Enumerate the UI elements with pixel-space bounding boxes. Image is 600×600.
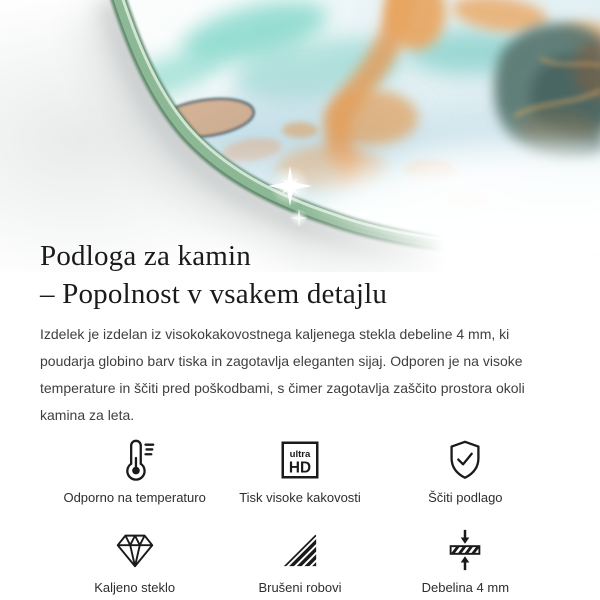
content-section	[0, 237, 600, 595]
feature-label: Tisk visoke kakovosti	[239, 490, 361, 505]
title-line-1: Podloga za kamin	[40, 240, 251, 272]
feature-label: Brušeni robovi	[258, 580, 342, 595]
bevel-stripes-icon	[277, 527, 323, 573]
hero-section	[0, 0, 600, 235]
feature-protection	[383, 437, 548, 505]
page-title	[40, 237, 560, 313]
diamond-icon	[112, 527, 158, 573]
feature-label: Kaljeno steklo	[94, 580, 176, 595]
feature-label: Odporno na temperaturo	[63, 490, 206, 505]
ultra-text: ultra	[289, 449, 311, 461]
feature-label: Debelina 4 mm	[421, 580, 510, 595]
thickness-icon	[442, 527, 488, 573]
feature-print-quality	[217, 437, 382, 505]
product-image	[0, 0, 600, 272]
feature-thickness	[383, 527, 548, 595]
title-line-2: – Popolnost v vsakem detajlu	[40, 278, 388, 310]
feature-polished-edges	[217, 527, 382, 595]
feature-label: Ščiti podlago	[428, 490, 503, 505]
ultra-hd-icon	[277, 437, 323, 483]
hd-text: HD	[288, 459, 312, 477]
shield-check-icon	[442, 437, 488, 483]
feature-tempered-glass	[52, 527, 217, 595]
product-description: Izdelek je izdelan iz visokokakovostnega kaljenega stekla debeline 4 mm, ki poudarja globino barv tiska in zagotavlja eleganten sijaj. Odporen je na visoke temperature in ščiti pred poškodbami, s čimer zagotavlja zaščito prostora okoli kamina za leta.	[40, 326, 525, 423]
feature-temperature	[52, 437, 217, 505]
feature-grid	[52, 437, 548, 595]
thermometer-icon	[112, 437, 158, 483]
sparkle-small-icon	[290, 209, 308, 227]
